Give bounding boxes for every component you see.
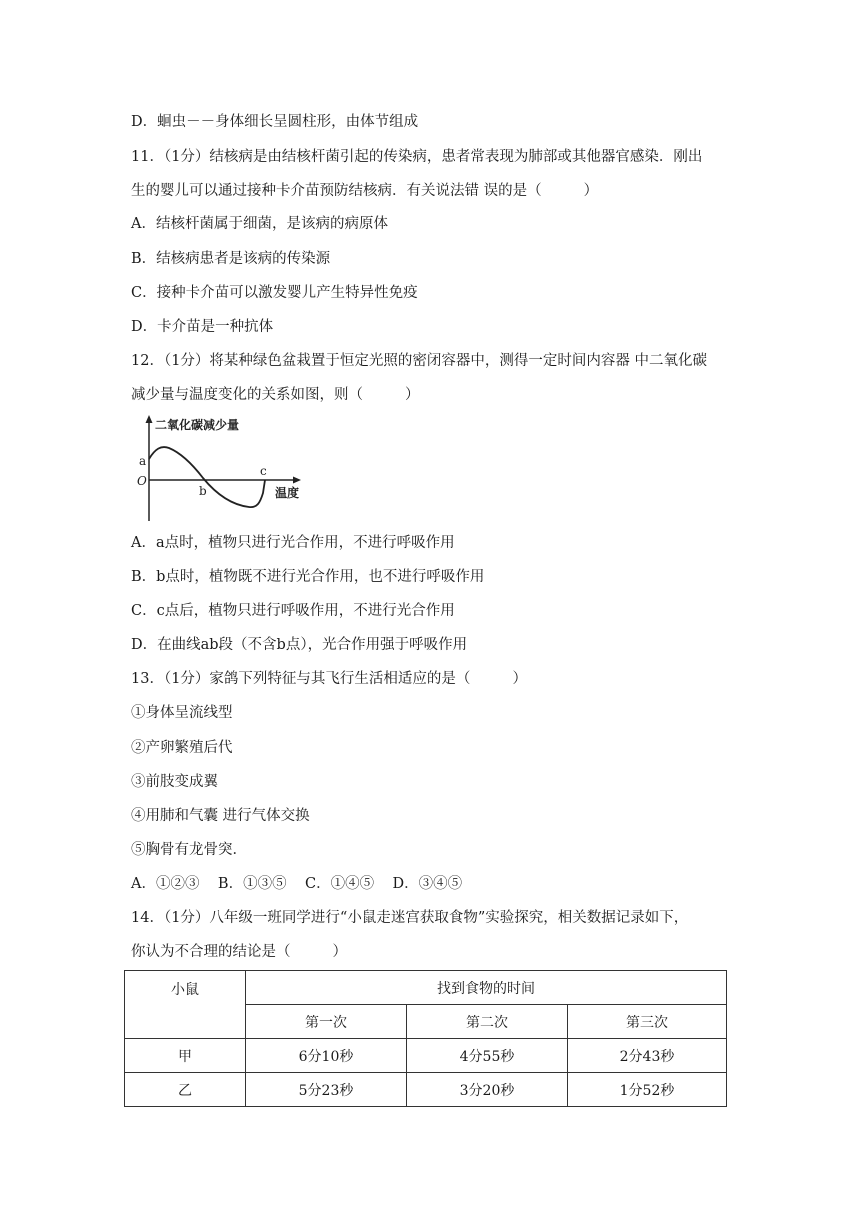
q13-item-1: ①身体呈流线型 — [131, 705, 233, 721]
q13-item-4: ④用肺和气囊 进行气体交换 — [131, 808, 310, 824]
q12-close-paren: ） — [405, 387, 420, 403]
q11-option-c: C．接种卡介苗可以激发婴儿产生特异性免疫 — [131, 285, 418, 301]
row-time: 2分43秒 — [568, 1039, 727, 1073]
row-name: 乙 — [125, 1073, 246, 1107]
q14-stem-line1: 14．（1分）八年级一班同学进行“小鼠走迷宫获取食物”实验探究，相关数据记录如下， — [131, 910, 689, 926]
q11-stem-text: 生的婴儿可以通过接种卡介苗预防结核病．有关说法错 误的是（ — [131, 183, 542, 199]
q13-stem-text: 13．（1分）家鸽下列特征与其飞行生活相适应的是（ — [131, 671, 471, 687]
row-time: 5分23秒 — [246, 1073, 407, 1107]
row-time: 1分52秒 — [568, 1073, 727, 1107]
point-a-label: a — [139, 454, 147, 468]
subheader-first: 第一次 — [246, 1005, 407, 1039]
header-time: 找到食物的时间 — [246, 971, 727, 1005]
co2-curve — [149, 447, 265, 507]
row-time: 6分10秒 — [246, 1039, 407, 1073]
y-axis-label: 二氧化碳减少量 — [155, 418, 240, 432]
table-row — [125, 1073, 727, 1107]
q12-stem-line1: 12．（1分）将某种绿色盆栽置于恒定光照的密闭容器中，测得一定时间内容器 中二氧化碳 — [131, 353, 708, 369]
table-row — [125, 1039, 727, 1073]
q11-close-paren: ） — [583, 183, 599, 199]
q12-option-d: D．在曲线ab段（不含b点），光合作用强于呼吸作用 — [131, 637, 468, 653]
q13-item-3: ③前肢变成翼 — [131, 774, 218, 790]
q11-option-d: D．卡介苗是一种抗体 — [131, 319, 274, 335]
q13-choices: A．①②③ B．①③⑤ C．①④⑤ D．③④⑤ — [131, 876, 463, 892]
point-b-label: b — [199, 484, 207, 498]
q11-stem-line2 — [131, 181, 598, 201]
q11-option-b: B．结核病患者是该病的传染源 — [131, 251, 331, 267]
co2-temperature-graph — [137, 413, 307, 525]
q12-option-b: B．b点时，植物既不进行光合作用，也不进行呼吸作用 — [131, 569, 485, 585]
q11-option-a: A．结核杆菌属于细菌，是该病的病原体 — [131, 216, 388, 232]
maze-results-table — [124, 970, 727, 1107]
q14-close-paren: ） — [332, 944, 347, 960]
y-axis-arrow — [146, 415, 153, 423]
header-mouse: 小鼠 — [125, 971, 246, 1039]
q12-option-c: C．c点后，植物只进行呼吸作用，不进行光合作用 — [131, 603, 455, 619]
subheader-third: 第三次 — [568, 1005, 727, 1039]
q13-stem — [131, 669, 527, 689]
q12-stem-text: 减少量与温度变化的关系如图，则（ — [131, 387, 363, 403]
x-axis-label: 温度 — [275, 486, 300, 500]
q14-stem-line2 — [131, 942, 347, 962]
subheader-second: 第二次 — [407, 1005, 568, 1039]
q13-item-5: ⑤胸骨有龙骨突． — [131, 842, 247, 858]
x-axis-arrow — [293, 477, 301, 484]
point-c-label: c — [260, 464, 267, 478]
q14-stem-text: 你认为不合理的结论是（ — [131, 944, 291, 960]
q12-stem-line2 — [131, 385, 420, 405]
q13-close-paren: ） — [512, 671, 527, 687]
q11-stem-line1: 11．（1分）结核病是由结核杆菌引起的传染病，患者常表现为肺部或其他器官感染．刚出 — [131, 149, 703, 165]
q10-option-d: D．蛔虫－－身体细长呈圆柱形，由体节组成 — [131, 114, 419, 130]
row-time: 3分20秒 — [407, 1073, 568, 1107]
origin-label: O — [137, 474, 147, 488]
table-header-row — [125, 971, 727, 1005]
row-name: 甲 — [125, 1039, 246, 1073]
q13-item-2: ②产卵繁殖后代 — [131, 740, 233, 756]
q12-option-a: A．a点时，植物只进行光合作用，不进行呼吸作用 — [131, 535, 455, 551]
row-time: 4分55秒 — [407, 1039, 568, 1073]
